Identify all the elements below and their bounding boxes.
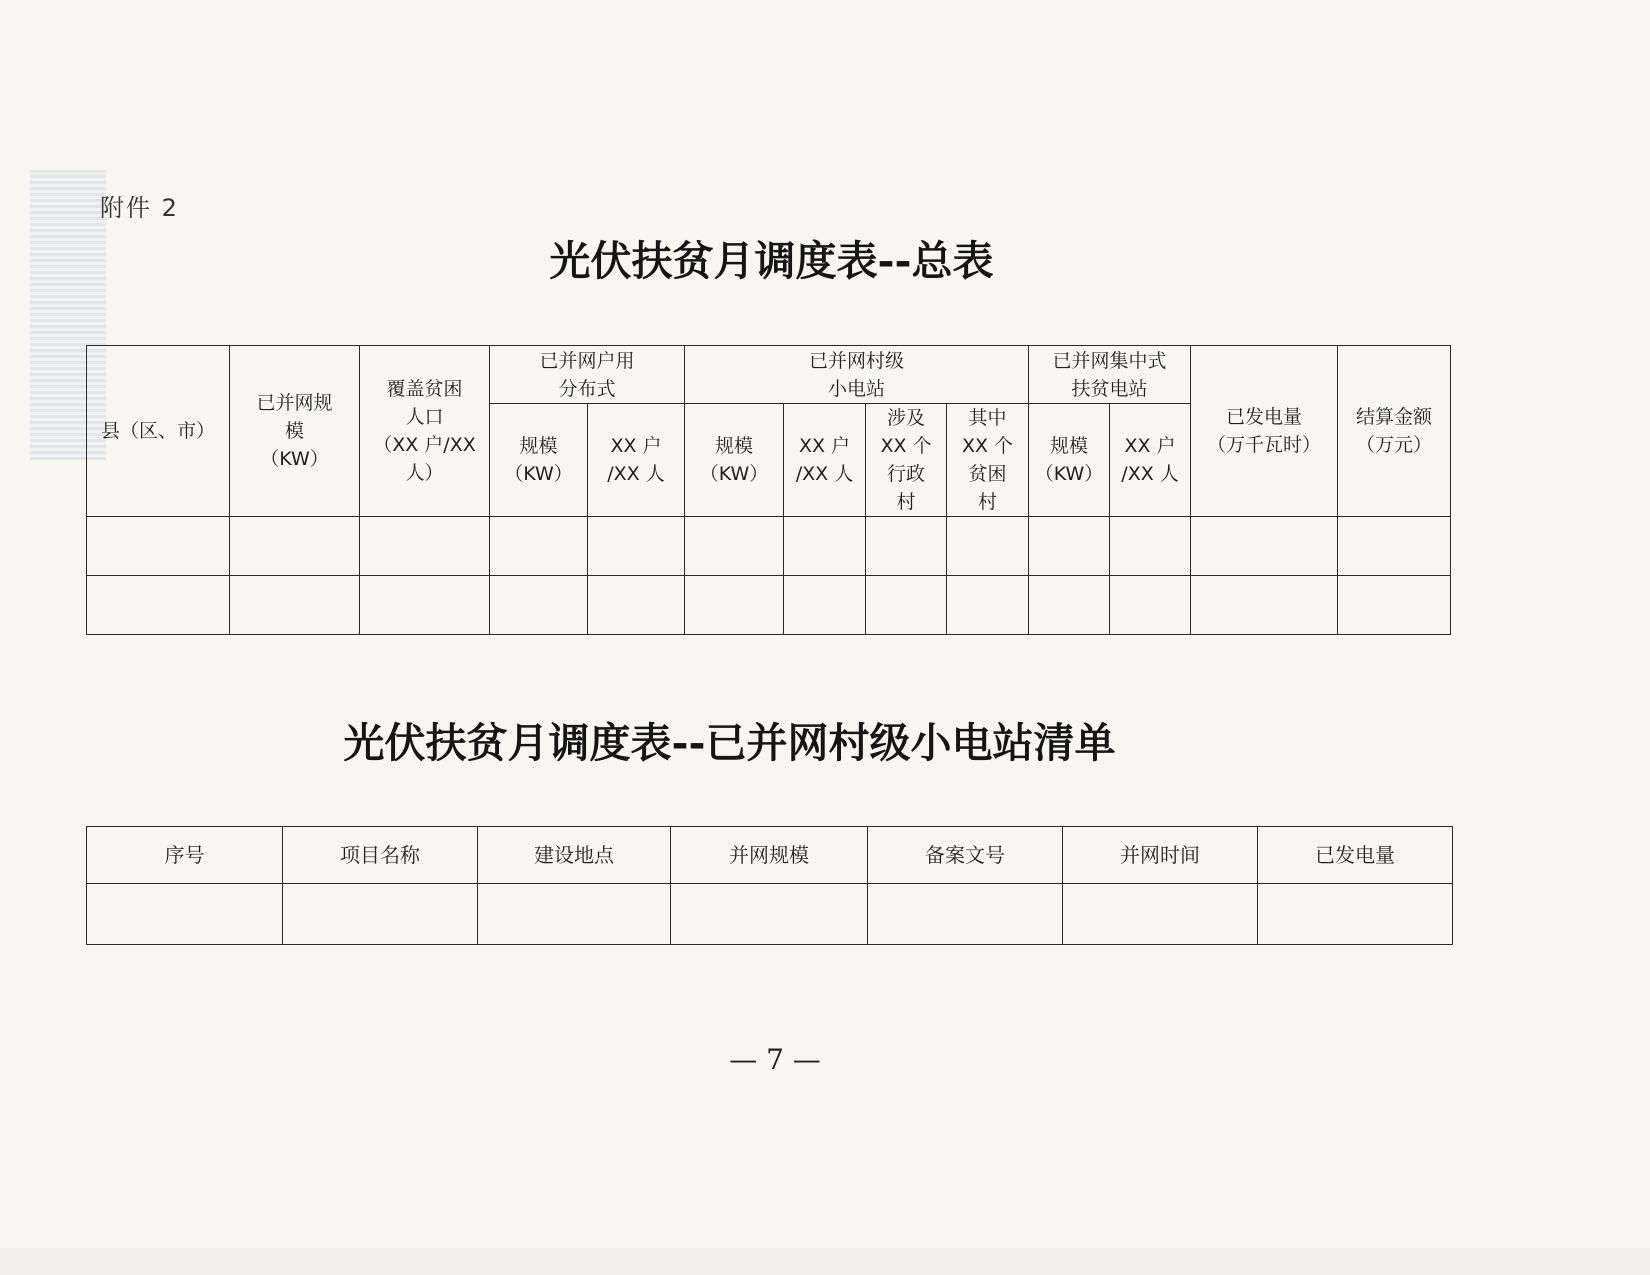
summary-header-row-1 [87,346,1451,404]
village-people-header: XX 户 /XX 人 [784,404,866,517]
village-poor-count-header: 其中 XX 个 贫困 村 [947,404,1029,517]
table-cell [671,884,868,945]
table-cell [588,576,685,635]
settlement-amount-header: 结算金额 （万元） [1338,346,1451,517]
table-cell [478,884,671,945]
table-cell [360,517,490,576]
household-people-header: XX 户 /XX 人 [588,404,685,517]
generated-power-header: 已发电量 [1258,827,1453,884]
table-cell [866,576,947,635]
table-cell [1338,517,1451,576]
table-cell [784,576,866,635]
scan-bottom-edge [0,1248,1650,1275]
station-list-table [86,826,1453,945]
table-cell [283,884,478,945]
central-scale-header: 规模 （KW） [1029,404,1110,517]
table-cell [1191,517,1338,576]
table-cell [87,517,230,576]
filing-number-header: 备案文号 [868,827,1063,884]
household-distributed-group-header: 已并网户用 分布式 [490,346,685,404]
county-header: 县（区、市） [87,346,230,517]
table-cell [87,884,283,945]
table-row [87,517,1451,576]
construction-site-header: 建设地点 [478,827,671,884]
table-cell [784,517,866,576]
summary-table-title: 光伏扶贫月调度表--总表 [549,237,994,285]
grid-scale-header: 并网规模 [671,827,868,884]
table-cell [1338,576,1451,635]
table-cell [230,576,360,635]
table-cell [1110,576,1191,635]
attachment-label: 附件 2 [100,194,179,222]
central-people-header: XX 户 /XX 人 [1110,404,1191,517]
table-cell [1063,884,1258,945]
table-cell [87,576,230,635]
table-cell [866,517,947,576]
list-header-row [87,827,1453,884]
village-admin-count-header: 涉及 XX 个 行政 村 [866,404,947,517]
table-cell [490,517,588,576]
table-cell [360,576,490,635]
central-station-group-header: 已并网集中式 扶贫电站 [1029,346,1191,404]
table-cell [947,517,1029,576]
table-cell [1029,517,1110,576]
table-row [87,576,1451,635]
list-table-title: 光伏扶贫月调度表--已并网村级小电站清单 [343,719,1116,767]
project-name-header: 项目名称 [283,827,478,884]
table-cell [685,576,784,635]
poor-population-header: 覆盖贫困 人口 （XX 户/XX 人） [360,346,490,517]
village-scale-header: 规模 （KW） [685,404,784,517]
generated-power-header: 已发电量 （万千瓦时） [1191,346,1338,517]
table-row [87,884,1453,945]
table-cell [1029,576,1110,635]
table-cell [685,517,784,576]
table-cell [1191,576,1338,635]
table-cell [490,576,588,635]
household-scale-header: 规模 （KW） [490,404,588,517]
village-station-group-header: 已并网村级 小电站 [685,346,1029,404]
table-cell [947,576,1029,635]
grid-scale-header: 已并网规 模 （KW） [230,346,360,517]
serial-number-header: 序号 [87,827,283,884]
table-cell [588,517,685,576]
table-cell [1110,517,1191,576]
grid-time-header: 并网时间 [1063,827,1258,884]
table-cell [1258,884,1453,945]
page-number: — 7 — [729,1043,821,1076]
summary-table [86,345,1451,635]
table-cell [868,884,1063,945]
table-cell [230,517,360,576]
